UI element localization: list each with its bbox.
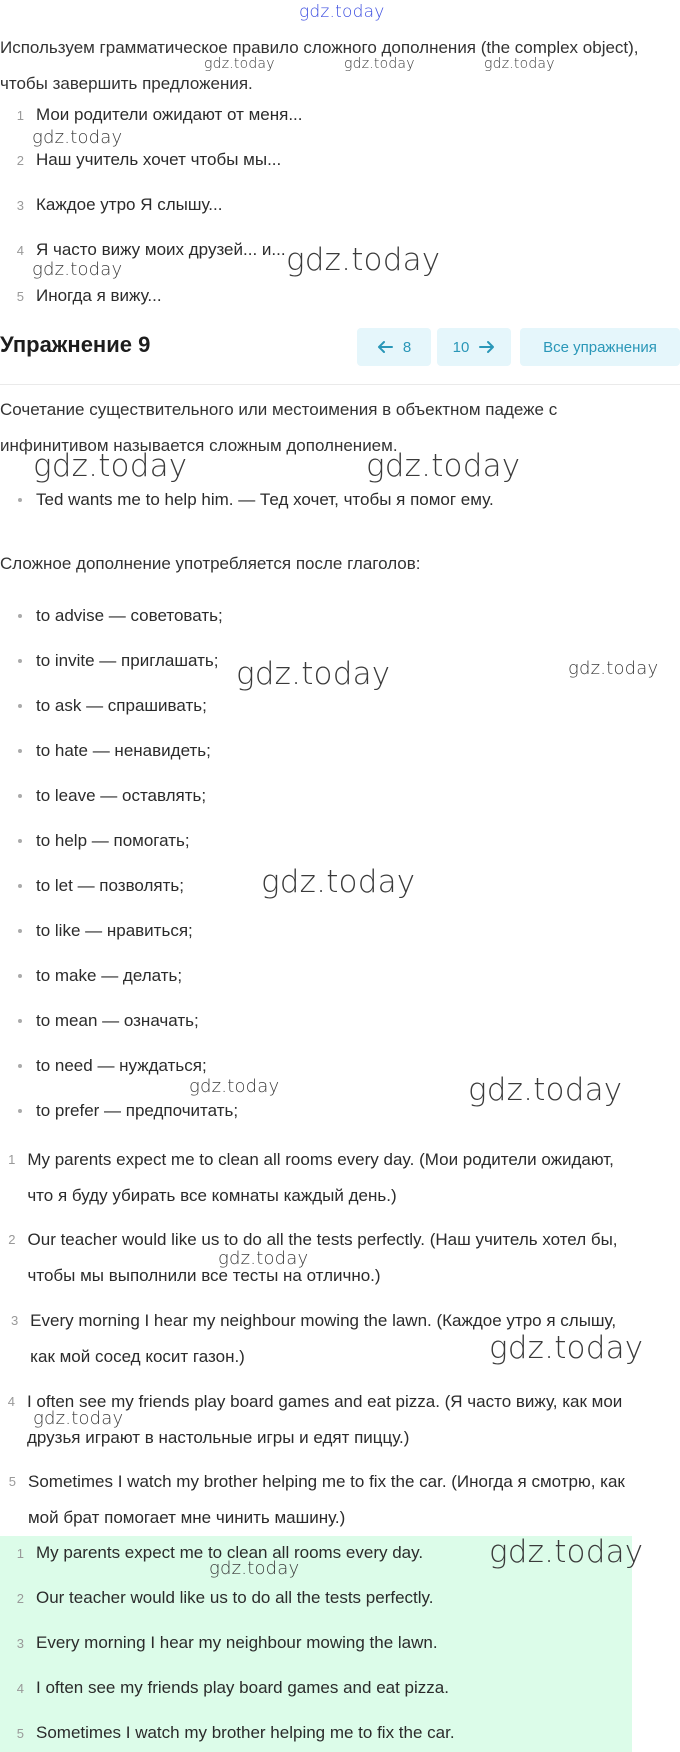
list-item: to help — помогать; bbox=[0, 831, 190, 851]
list-item: to make — делать; bbox=[0, 966, 182, 986]
prev-exercise-button[interactable] bbox=[357, 328, 431, 366]
watermark: gdz.today bbox=[33, 448, 188, 484]
list-item: to invite — приглашать; bbox=[0, 651, 218, 671]
list-item: 4 I often see my friends play board games and eat pizza. bbox=[16, 1678, 449, 1697]
arrow-right-icon bbox=[479, 340, 495, 354]
list-item: to let — позволять; bbox=[0, 876, 184, 896]
list-item: 3 Every morning I hear my neighbour mowing the lawn. (Каждое утро я слышу, как мой сосед косит газон.) bbox=[10, 1311, 617, 1366]
list-item: 5 Иногда я вижу... bbox=[16, 286, 162, 305]
watermark: gdz.today bbox=[286, 242, 441, 278]
list-item: 2 Our teacher would like us to do all the tests perfectly. (Наш учитель хотел бы, чтобы мы выполнили все тесты на отлично.) bbox=[8, 1230, 618, 1285]
watermark: gdz.today bbox=[568, 658, 659, 679]
list-item: to mean — означать; bbox=[0, 1011, 199, 1031]
next-exercise-label: 10 bbox=[452, 338, 470, 356]
bullet bbox=[18, 498, 22, 502]
list-item: 1 My parents expect me to clean all rooms every day. bbox=[16, 1543, 424, 1562]
exercise-title: Упражнение 9 bbox=[0, 332, 151, 357]
watermark: gdz.today bbox=[32, 127, 123, 148]
watermark: gdz.today bbox=[218, 1248, 309, 1269]
watermark: gdz.today bbox=[189, 1076, 280, 1097]
verbs-intro: Сложное дополнение употребляется после глаголов: bbox=[0, 554, 421, 573]
watermark: gdz.today bbox=[33, 1408, 124, 1429]
list-item: to leave — оставлять; bbox=[0, 786, 206, 806]
list-item: 1 My parents expect me to clean all rooms every day. (Мои родители ожидают, что я буду убирать все комнаты каждый день.) bbox=[8, 1150, 614, 1205]
divider bbox=[0, 384, 680, 385]
list-item: 5 Sometimes I watch my brother helping me to fix the car. bbox=[16, 1723, 455, 1742]
watermark: gdz.today bbox=[32, 259, 123, 280]
rule-text: Сочетание существительного или местоимения в объектном падеже с инфинитивом называется сложным дополнением. bbox=[0, 400, 558, 455]
list-item: Ted wants me to help him. — Тед хочет, чтобы я помог ему. bbox=[0, 490, 494, 510]
list-item: 4 I often see my friends play board games and eat pizza. (Я часто вижу, как мои друзья играют в настольные игры и едят пиццу.) bbox=[7, 1392, 623, 1447]
next-exercise-button[interactable] bbox=[437, 328, 511, 366]
list-item: 2 Our teacher would like us to do all the tests perfectly. bbox=[16, 1588, 434, 1607]
watermark: gdz.today bbox=[236, 656, 391, 692]
all-exercises-label: Все упражнения bbox=[543, 338, 657, 356]
list-item: to like — нравиться; bbox=[0, 921, 193, 941]
watermark: gdz.today bbox=[299, 2, 385, 22]
prev-exercise-label: 8 bbox=[402, 338, 412, 356]
watermark: gdz.today bbox=[468, 1072, 623, 1108]
watermark: gdz.today bbox=[366, 448, 521, 484]
all-exercises-button[interactable] bbox=[520, 328, 680, 366]
list-item: 3 Every morning I hear my neighbour mowing the lawn. bbox=[16, 1633, 438, 1652]
list-item: to need — нуждаться; bbox=[0, 1056, 207, 1076]
list-item: to prefer — предпочитать; bbox=[0, 1101, 238, 1121]
arrow-left-icon bbox=[377, 340, 393, 354]
watermark: gdz.today bbox=[209, 1558, 300, 1579]
watermark: gdz.today bbox=[489, 1534, 644, 1570]
watermark: gdz.today bbox=[261, 864, 416, 900]
watermark: gdz.today bbox=[204, 56, 275, 72]
list-item: 2 Наш учитель хочет чтобы мы... bbox=[16, 150, 282, 169]
list-item: to ask — спрашивать; bbox=[0, 696, 207, 716]
watermark: gdz.today bbox=[344, 56, 415, 72]
list-item: 1 Мои родители ожидают от меня... bbox=[16, 105, 303, 124]
list-item: 5 Sometimes I watch my brother helping me to fix the car. (Иногда я смотрю, как мой брат помогает мне чинить машину.) bbox=[8, 1472, 625, 1527]
list-item: 4 Я часто вижу моих друзей... и... bbox=[16, 240, 286, 259]
watermark: gdz.today bbox=[484, 56, 555, 72]
list-item: to hate — ненавидеть; bbox=[0, 741, 211, 761]
watermark: gdz.today bbox=[489, 1330, 644, 1366]
intro-text: Используем грамматическое правило сложного дополнения (the complex object), чтобы завершить предложения. bbox=[0, 38, 639, 93]
list-item: 3 Каждое утро Я слышу... bbox=[16, 195, 223, 214]
list-item: to advise — советовать; bbox=[0, 606, 223, 626]
